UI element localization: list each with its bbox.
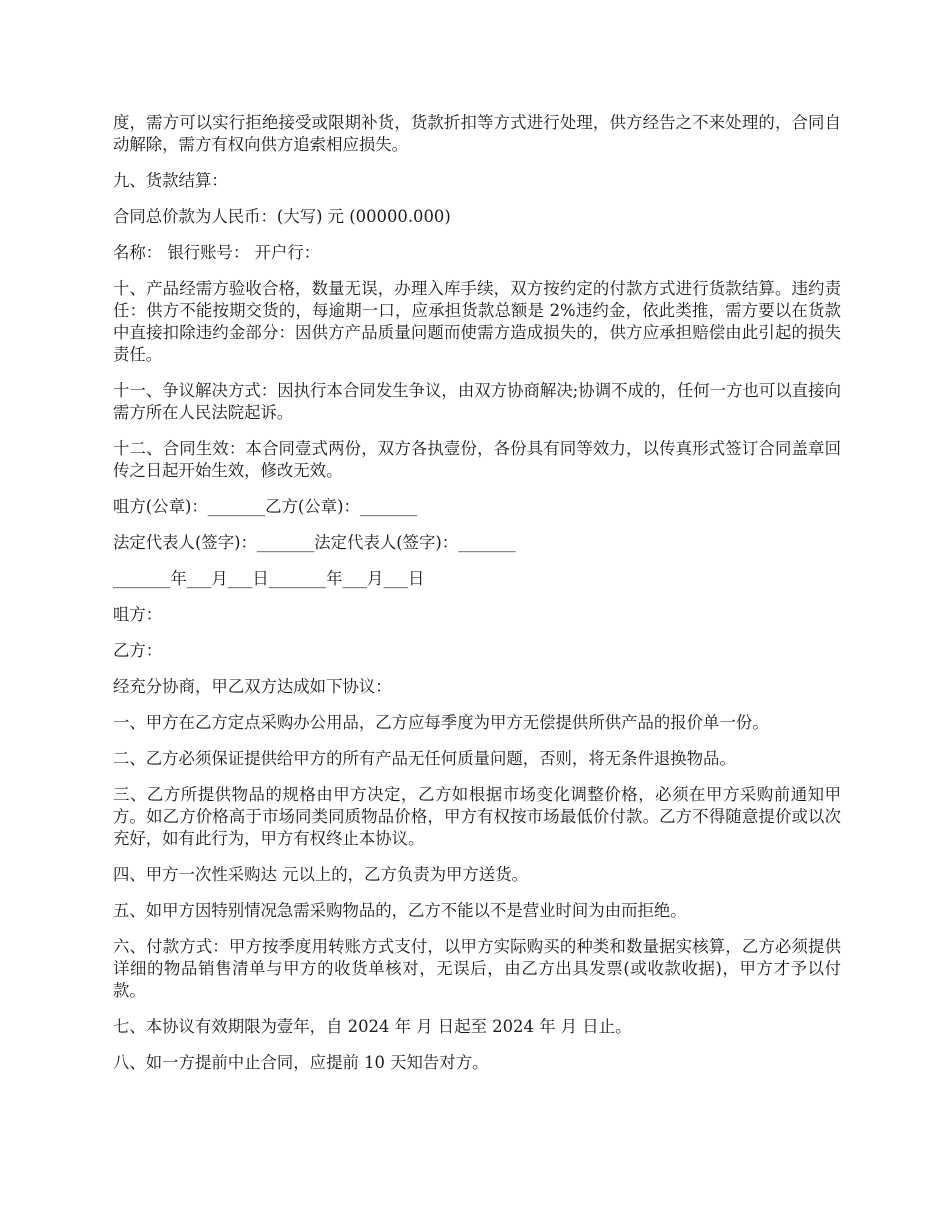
bank-info: 名称： 银行账号： 开户行： — [113, 243, 321, 262]
clause-1: 一、甲方在乙方定点采购办公用品，乙方应每季度为甲方无偿提供所供产品的报价单一份。 — [113, 713, 769, 732]
section-10: 十、产品经需方验收合格，数量无误，办理入库手续，双方按约定的付款方式进行货款结算。违约责任：供方不能按期交货的，每逾期一口，应承担货款总额是 2%违约金，依此类推，需方要以在货款中直接扣除违约金部分：因供方产品质量问题而使需方造成损失的，供方应承担赔偿由此引起的损失责任。 — [113, 279, 841, 364]
clause-4: 四、甲方一次性采购达 元以上的，乙方负责为甲方送货。 — [113, 865, 528, 884]
date-line: _______年___月___日_______年___月___日 — [113, 569, 425, 588]
section-11: 十一、争议解决方式：因执行本合同发生争议，由双方协商解决;协调不成的，任何一方也可以直接向需方所在人民法院起诉。 — [113, 381, 841, 422]
clause-5: 五、如甲方因特别情况急需采购物品的，乙方不能以不是营业时间为由而拒绝。 — [113, 901, 687, 920]
clause-8: 八、如一方提前中止合同，应提前 10 天知告对方。 — [113, 1053, 489, 1072]
seal-line: 咀方(公章)：_______乙方(公章)：_______ — [113, 497, 418, 516]
section-heading-9: 九、货款结算： — [113, 171, 228, 190]
agreement-intro: 经充分协商，甲乙双方达成如下协议： — [113, 677, 392, 696]
party-b-label: 乙方： — [113, 641, 163, 660]
clause-7: 七、本协议有效期限为壹年，自 2024 年 月 日起至 2024 年 月 日止。 — [113, 1017, 632, 1036]
clause-6: 六、付款方式：甲方按季度用转账方式支付，以甲方实际购买的种类和数量据实核算，乙方必须提供详细的物品销售清单与甲方的收货单核对，无误后，由乙方出具发票(或收款收据)，甲方才予以付款。 — [113, 937, 841, 1000]
section-12: 十二、合同生效：本合同壹式两份，双方各执壹份，各份具有同等效力，以传真形式签订合同盖章回传之日起开始生效，修改无效。 — [113, 439, 841, 480]
contract-total-price: 合同总价款为人民币：(大写) 元 (00000.000) — [113, 207, 451, 226]
clause-3: 三、乙方所提供物品的规格由甲方决定，乙方如根据市场变化调整价格，必须在甲方采购前通知甲方。如乙方价格高于市场同类同质物品价格，甲方有权按市场最低价付款。乙方不得随意提价或以次充好，如有此行为，甲方有权终止本协议。 — [113, 785, 841, 848]
paragraph-1: 度，需方可以实行拒绝接受或限期补货，货款折扣等方式进行处理，供方经告之不来处理的，合同自动解除，需方有权向供方追索相应损失。 — [113, 113, 841, 154]
document-body — [113, 112, 841, 1088]
signature-line: 法定代表人(签字)：_______法定代表人(签字)：_______ — [113, 533, 516, 552]
clause-2: 二、乙方必须保证提供给甲方的所有产品无任何质量问题，否则，将无条件退换物品。 — [113, 749, 736, 768]
party-a-label: 咀方： — [113, 605, 163, 624]
